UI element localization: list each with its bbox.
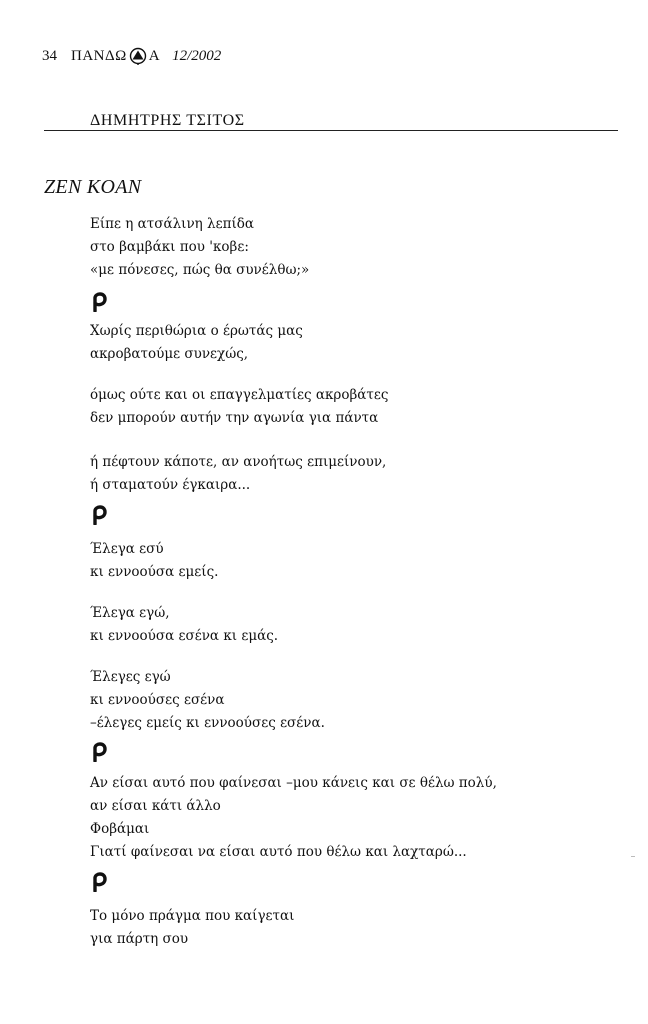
poem-line: κι εννοούσα εσένα κι εμάς. xyxy=(90,628,279,644)
rho-ornament-icon xyxy=(90,290,108,312)
magazine-logo xyxy=(71,47,160,65)
poem-line: κι εννοούσες εσένα xyxy=(90,692,225,708)
poem-line: Αν είσαι αυτό που φαίνεσαι –μου κάνεις και σε θέλω πολύ, xyxy=(90,775,497,791)
magazine-name-left: ΠΑΝΔΩ xyxy=(71,47,127,64)
pyramid-eye-icon xyxy=(129,47,147,65)
poem-line: στο βαμβάκι που 'κοβε: xyxy=(90,239,249,255)
poem-line: Το μόνο πράγμα που καίγεται xyxy=(90,908,295,924)
poem-title: ZEN KOAN xyxy=(44,176,142,198)
poem-line: Γιατί φαίνεσαι να είσαι αυτό που θέλω και λαχταρώ... xyxy=(90,844,467,860)
poem-line: ή πέφτουν κάποτε, αν ανοήτως επιμείνουν, xyxy=(90,454,387,470)
poem-line: δεν μπορούν αυτήν την αγωνία για πάντα xyxy=(90,410,379,426)
poem-line: Είπε η ατσάλινη λεπίδα xyxy=(90,216,254,232)
rho-ornament-icon xyxy=(90,870,108,892)
poem-line: αν είσαι κάτι άλλο xyxy=(90,798,221,814)
poem-line: Έλεγα εσύ xyxy=(90,541,164,557)
poem-line: Χωρίς περιθώρια ο έρωτάς μας xyxy=(90,323,303,339)
poem-line: όμως ούτε και οι επαγγελματίες ακροβάτες xyxy=(90,387,389,403)
scan-speck xyxy=(631,856,635,857)
poem-line: Φοβάμαι xyxy=(90,821,150,837)
magazine-name-right: Α xyxy=(148,47,161,64)
poem-line: ακροβατούμε συνεχώς, xyxy=(90,346,249,362)
rho-ornament-icon xyxy=(90,740,108,762)
page-number: 34 xyxy=(42,47,57,64)
poem-line: Έλεγες εγώ xyxy=(90,669,171,685)
poem-line: Έλεγα εγώ, xyxy=(90,605,170,621)
issue-date: 12/2002 xyxy=(172,47,222,64)
running-header xyxy=(42,44,221,68)
poem-line: ή σταματούν έγκαιρα... xyxy=(90,477,251,493)
poem-line: για πάρτη σου xyxy=(90,931,189,947)
header-divider xyxy=(44,130,618,131)
poem-line: –έλεγες εμείς κι εννοούσες εσένα. xyxy=(90,715,325,731)
author-name: ΔΗΜΗΤΡΗΣ ΤΣΙΤΟΣ xyxy=(90,112,245,129)
poem-line: κι εννοούσα εμείς. xyxy=(90,564,219,580)
poem-line: «με πόνεσες, πώς θα συνέλθω;» xyxy=(90,262,310,278)
rho-ornament-icon xyxy=(90,503,108,525)
